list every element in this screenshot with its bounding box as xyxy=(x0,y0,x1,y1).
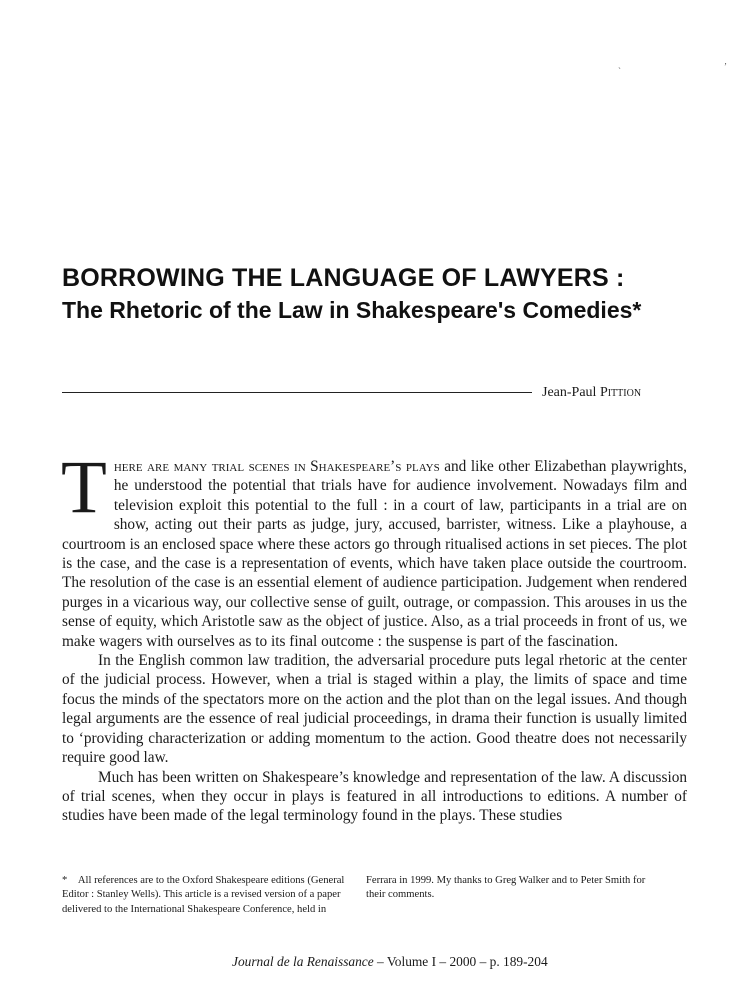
footnote xyxy=(62,874,656,917)
drop-cap: T xyxy=(61,446,107,529)
journal-title: Journal de la Renaissance xyxy=(232,954,374,969)
article-title: BORROWING THE LANGUAGE OF LAWYERS : xyxy=(62,264,625,292)
article-body xyxy=(61,446,687,826)
author-last-name: Pittion xyxy=(599,385,642,400)
lead-in-small-caps: here are many trial scenes in Shakespeare’s plays xyxy=(113,458,440,475)
footnote-reference-marker: * xyxy=(632,297,642,323)
article-subtitle xyxy=(62,297,722,324)
body-paragraph-3: Much has been written on Shakespeare’s knowledge and representation of the law. A discussion of trial scenes, when they occur in plays is featured in all introductions to editions. A number of studies have been made of the legal terminology found in the plays. These studies xyxy=(62,768,687,825)
body-paragraph-1 xyxy=(61,446,687,651)
author-name xyxy=(542,385,641,401)
volume-info: – Volume I – 2000 – p. 189-204 xyxy=(373,954,548,969)
title-rule xyxy=(62,392,532,393)
body-paragraph-2: In the English common law tradition, the adversarial procedure puts legal rhetoric at the center of the judicial process. However, when a trial is staged within a play, the limits of space and time focus the minds of the spectators more on the action and the plot than on the legal issues. And though legal arguments are the essence of real judicial proceedings, in drama their function is usually limited to ‘providing characterization or adding momentum to the action. Good theatre does not necessarily require good law. xyxy=(62,652,687,767)
footnote-body: All references are to the Oxford Shakespeare editions (General Editor : Stanley Wells). This article is a revised version of a paper delivered to the International Shakespeare Conference, held in Ferrara in 1999. My thanks to Greg Walker and to Peter Smith for their comments. xyxy=(62,875,646,915)
footnote-text xyxy=(62,874,656,917)
author-first-name: Jean-Paul xyxy=(542,385,600,400)
page-footer xyxy=(232,954,548,970)
subtitle-text: The Rhetoric of the Law in Shakespeare's Comedies xyxy=(62,297,633,323)
footnote-marker: * xyxy=(62,875,68,886)
paragraph-1-text: and like other Elizabethan playwrights, he understood the potential that trials have for audience involvement. Nowadays film and television exploit this potential to the full : in a court of law, participants in a trial are on show, acting out their parts as judge, jury, accused, barrister, witness. Like a playhouse, a courtroom is an enclosed space where these actors go through ritualised actions in set pieces. The plot is the case, and the case is a representation of events, which have taken place outside the courtroom. The resolution of the case is an essential element of audience participation. Judgement when rendered purges in a vicarious way, our collective sense of guilt, outrage, or compassion. This arouses in us the sense of equity, which Aristotle saw as the object of justice. Also, as a trial proceeds in front of us, we make wagers with ourselves as to its final outcome : the suspense is part of the fascination. xyxy=(62,458,687,650)
